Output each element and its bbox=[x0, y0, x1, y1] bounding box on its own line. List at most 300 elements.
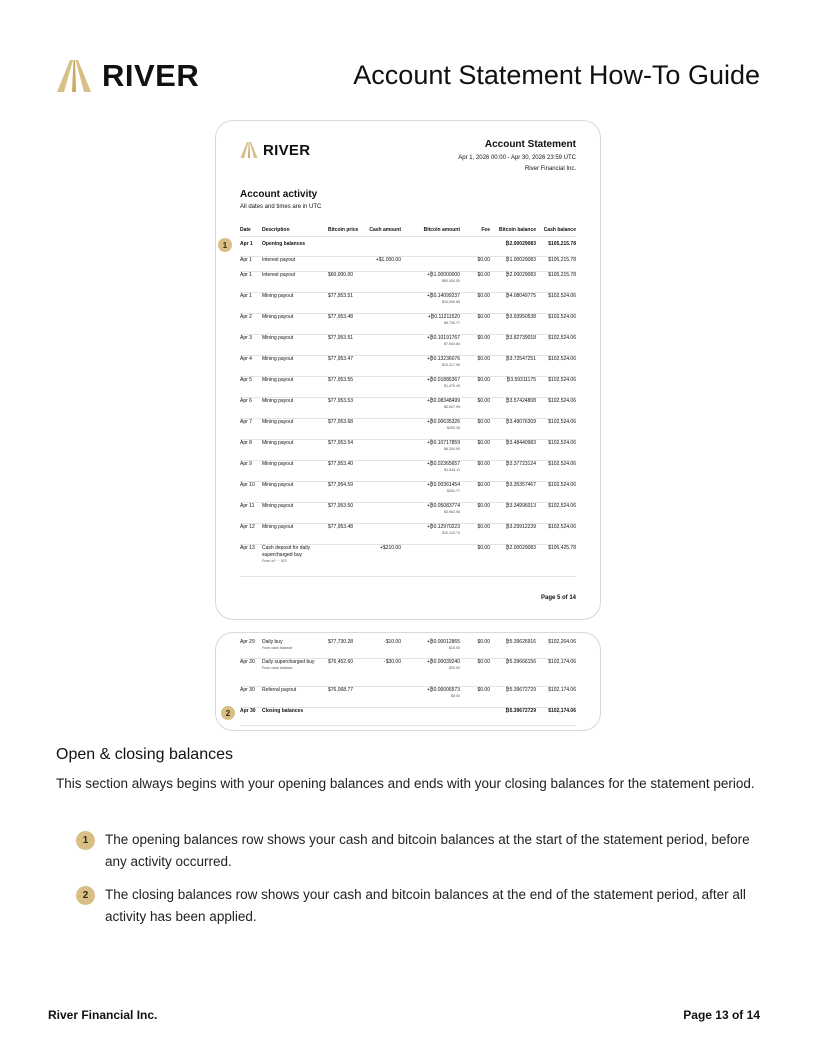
row-description-text: Mining payout bbox=[262, 398, 294, 404]
row-date-text: Apr 1 bbox=[240, 241, 253, 247]
callout-badge-2: 2 bbox=[221, 706, 235, 720]
row-bitcoin-price bbox=[328, 482, 353, 489]
row-bitcoin-amount-subtext: $30.00 bbox=[449, 666, 460, 670]
statement-brand-name: RIVER bbox=[263, 141, 311, 159]
row-bitcoin-price bbox=[328, 639, 353, 646]
row-bitcoin-balance bbox=[496, 659, 536, 666]
row-cash-balance bbox=[540, 461, 576, 468]
row-description-text: Mining payout bbox=[262, 524, 294, 530]
row-bitcoin-balance bbox=[496, 257, 536, 264]
row-date-text: Apr 30 bbox=[240, 687, 255, 693]
row-cash-balance-text: $102,524.06 bbox=[548, 314, 576, 320]
table-row bbox=[240, 293, 576, 314]
row-description bbox=[262, 398, 320, 405]
brand-name: RIVER bbox=[102, 58, 200, 93]
row-bitcoin-amount-text: +₿0.05083774 bbox=[426, 503, 460, 509]
table-row bbox=[240, 356, 576, 377]
row-bitcoin-amount-subtext: $10,990.85 bbox=[442, 300, 460, 304]
row-bitcoin-amount bbox=[410, 659, 460, 671]
row-date bbox=[240, 461, 252, 468]
row-cash-balance-text: $102,524.06 bbox=[548, 419, 576, 425]
table-row bbox=[240, 482, 576, 503]
row-date bbox=[240, 545, 255, 552]
row-description bbox=[262, 314, 320, 321]
row-fee bbox=[470, 687, 490, 694]
row-bitcoin-amount-subtext: $60,000.00 bbox=[442, 279, 460, 283]
row-bitcoin-price bbox=[328, 314, 353, 321]
row-cash-balance bbox=[540, 440, 576, 447]
column-header: Date bbox=[240, 227, 251, 233]
row-cash-balance-text: $102,524.06 bbox=[548, 293, 576, 299]
row-fee-text: $0.00 bbox=[477, 257, 490, 263]
row-bitcoin-amount bbox=[410, 482, 460, 494]
row-date-text: Apr 1 bbox=[240, 257, 252, 263]
row-description-subtext: From x4 ··· 910 bbox=[262, 559, 287, 563]
column-header: Description bbox=[262, 227, 290, 233]
row-bitcoin-price-text: $77,953.54 bbox=[328, 440, 354, 446]
row-bitcoin-price bbox=[328, 293, 353, 300]
row-description bbox=[262, 524, 320, 531]
row-bitcoin-balance-text: ₿3.35357467 bbox=[505, 482, 536, 488]
footer-page-number: Page 13 of 14 bbox=[683, 1008, 760, 1022]
note-item bbox=[76, 829, 760, 872]
row-cash-balance-text: $105,425.78 bbox=[548, 545, 576, 551]
row-cash-balance bbox=[540, 335, 576, 342]
row-fee bbox=[470, 356, 490, 363]
row-cash-balance bbox=[540, 639, 576, 646]
row-bitcoin-amount bbox=[410, 419, 460, 431]
river-logo-icon bbox=[240, 141, 258, 159]
row-cash-amount bbox=[369, 659, 401, 666]
row-cash-amount bbox=[369, 639, 401, 646]
row-cash-balance bbox=[540, 687, 576, 694]
statement-company: River Financial Inc. bbox=[524, 166, 576, 172]
row-fee bbox=[470, 440, 490, 447]
row-description-text: Opening balances bbox=[262, 241, 306, 247]
row-bitcoin-amount-subtext: $10,317.96 bbox=[442, 363, 460, 367]
row-cash-balance-text: $102,174.06 bbox=[548, 708, 576, 714]
row-date-text: Apr 8 bbox=[240, 440, 252, 446]
row-date bbox=[240, 272, 252, 279]
row-description bbox=[262, 545, 320, 564]
row-bitcoin-price-text: $77,954.59 bbox=[328, 482, 354, 488]
row-bitcoin-balance-text: ₿3.48440983 bbox=[505, 440, 536, 446]
row-bitcoin-price-text: $76,068.77 bbox=[328, 687, 354, 693]
row-description bbox=[262, 461, 320, 468]
row-bitcoin-balance bbox=[496, 272, 536, 279]
row-cash-balance-text: $105,215.78 bbox=[548, 272, 576, 278]
row-cash-balance-text: $102,204.06 bbox=[548, 639, 576, 645]
row-bitcoin-amount-text: +₿1.00000000 bbox=[426, 272, 460, 278]
row-bitcoin-balance-text: ₿3.37723124 bbox=[505, 461, 536, 467]
row-cash-amount-text: +$210.00 bbox=[380, 545, 401, 551]
row-date-text: Apr 13 bbox=[240, 545, 255, 551]
table-row bbox=[240, 314, 576, 335]
row-date-text: Apr 6 bbox=[240, 398, 252, 404]
row-description-text: Mining payout bbox=[262, 377, 294, 383]
statement-page-number: Page 5 of 14 bbox=[540, 595, 576, 601]
row-cash-amount-text: -$30.00 bbox=[384, 659, 401, 665]
row-bitcoin-amount-text: +₿0.14099237 bbox=[426, 293, 460, 299]
note-text: The closing balances row shows your cash and bitcoin balances at the end of the statement period, after all activity has been applied. bbox=[105, 887, 746, 924]
row-bitcoin-price bbox=[328, 335, 353, 342]
row-cash-balance-text: $102,524.06 bbox=[548, 335, 576, 341]
row-description-subtext: From cash balance bbox=[262, 666, 293, 670]
table-row bbox=[240, 398, 576, 419]
row-bitcoin-balance bbox=[496, 708, 536, 715]
row-description bbox=[262, 659, 320, 671]
row-fee bbox=[470, 377, 490, 384]
row-date-text: Apr 1 bbox=[240, 272, 252, 278]
row-description bbox=[262, 708, 320, 715]
row-bitcoin-price-text: $77,953.47 bbox=[328, 356, 354, 362]
row-bitcoin-amount bbox=[410, 272, 460, 284]
row-cash-balance-text: $105,215.78 bbox=[548, 257, 576, 263]
row-description bbox=[262, 257, 320, 264]
row-description bbox=[262, 241, 320, 248]
row-date bbox=[240, 241, 253, 248]
row-bitcoin-price bbox=[328, 440, 353, 447]
row-date bbox=[240, 398, 252, 405]
row-date bbox=[240, 377, 252, 384]
row-bitcoin-price-text: $77,953.40 bbox=[328, 461, 354, 467]
river-logo-icon bbox=[56, 58, 92, 94]
row-description-text: Daily buy bbox=[262, 639, 283, 645]
row-bitcoin-balance-text: ₿3.72547251 bbox=[505, 356, 536, 362]
table-row bbox=[240, 503, 576, 524]
row-fee-text: $0.00 bbox=[477, 524, 490, 530]
row-fee bbox=[470, 293, 490, 300]
row-fee bbox=[470, 524, 490, 531]
row-cash-balance bbox=[540, 356, 576, 363]
row-cash-balance bbox=[540, 241, 576, 248]
row-bitcoin-balance-text: ₿3.57424808 bbox=[505, 398, 536, 404]
row-bitcoin-price-text: $77,953.51 bbox=[328, 293, 354, 299]
note-text: The opening balances row shows your cash and bitcoin balances at the start of the statement period, before any activity occurred. bbox=[105, 832, 750, 869]
row-bitcoin-amount-text: +₿0.10191767 bbox=[426, 335, 460, 341]
row-cash-amount-text: -$10.00 bbox=[384, 639, 401, 645]
row-bitcoin-balance-text: ₿5.39672729 bbox=[505, 708, 536, 714]
row-bitcoin-amount bbox=[410, 524, 460, 536]
row-description-text: Interest payout bbox=[262, 272, 296, 278]
row-description-text: Mining payout bbox=[262, 335, 294, 341]
row-bitcoin-balance-text: ₿3.59311175 bbox=[506, 377, 536, 383]
row-date-text: Apr 11 bbox=[240, 503, 255, 509]
row-fee-text: $0.00 bbox=[477, 335, 490, 341]
note-number-badge: 2 bbox=[76, 886, 95, 905]
row-bitcoin-amount bbox=[410, 440, 460, 452]
row-description-text: Mining payout bbox=[262, 461, 294, 467]
row-bitcoin-amount bbox=[410, 314, 460, 326]
row-cash-balance bbox=[540, 503, 576, 510]
section-body: This section always begins with your opening balances and ends with your closing balances for the statement period. bbox=[56, 776, 755, 791]
row-cash-balance bbox=[540, 272, 576, 279]
row-bitcoin-amount-text: +₿0.02365657 bbox=[426, 461, 460, 467]
table-row bbox=[240, 461, 576, 482]
row-description bbox=[262, 293, 320, 300]
row-description-text: Mining payout bbox=[262, 419, 294, 425]
column-header: Bitcoin price bbox=[328, 227, 359, 233]
row-bitcoin-amount-text: +₿0.08348499 bbox=[426, 398, 460, 404]
row-bitcoin-amount bbox=[410, 461, 460, 473]
row-cash-balance-text: $102,524.06 bbox=[548, 398, 576, 404]
row-bitcoin-price bbox=[328, 659, 353, 666]
table-row bbox=[240, 377, 576, 398]
row-cash-amount bbox=[369, 545, 401, 552]
row-description-text: Cash deposit for daily supercharged buy bbox=[262, 545, 311, 558]
row-bitcoin-balance-text: ₿3.34996013 bbox=[505, 503, 536, 509]
row-cash-balance-text: $102,174.06 bbox=[548, 687, 576, 693]
column-header: Bitcoin amount bbox=[423, 227, 460, 233]
row-bitcoin-balance-text: ₿4.08049775 bbox=[505, 293, 536, 299]
row-date bbox=[240, 356, 252, 363]
row-bitcoin-amount-text: +₿0.00006573 bbox=[426, 687, 460, 693]
row-fee-text: $0.00 bbox=[477, 503, 490, 509]
row-description-text: Mining payout bbox=[262, 356, 294, 362]
row-bitcoin-price-text: $77,953.55 bbox=[328, 377, 354, 383]
row-cash-balance-text: $105,215.78 bbox=[548, 241, 576, 247]
row-cash-balance bbox=[540, 257, 576, 264]
row-bitcoin-balance-text: ₿3.93950538 bbox=[505, 314, 536, 320]
doc-title: Account Statement How-To Guide bbox=[353, 60, 760, 90]
table-row bbox=[240, 659, 576, 687]
table-row bbox=[240, 524, 576, 545]
row-description-text: Mining payout bbox=[262, 503, 294, 509]
row-bitcoin-balance-text: ₿2.00029083 bbox=[505, 241, 536, 247]
row-bitcoin-amount-subtext: $1,844.11 bbox=[444, 468, 460, 472]
row-date bbox=[240, 687, 255, 694]
row-cash-balance bbox=[540, 482, 576, 489]
row-description-text: Mining payout bbox=[262, 314, 294, 320]
row-bitcoin-balance bbox=[496, 639, 536, 646]
row-fee-text: $0.00 bbox=[477, 440, 490, 446]
row-fee-text: $0.00 bbox=[477, 461, 490, 467]
row-bitcoin-balance bbox=[496, 524, 536, 531]
row-bitcoin-balance bbox=[496, 482, 536, 489]
row-fee bbox=[470, 482, 490, 489]
row-bitcoin-price-text: $76,452.60 bbox=[328, 659, 354, 665]
row-cash-balance-text: $102,174.06 bbox=[548, 659, 576, 665]
row-bitcoin-amount-text: +₿0.00635326 bbox=[426, 419, 460, 425]
row-fee bbox=[470, 639, 490, 646]
row-description bbox=[262, 440, 320, 447]
row-date bbox=[240, 419, 252, 426]
row-fee-text: $0.00 bbox=[477, 545, 490, 551]
row-bitcoin-amount-subtext: $6,507.95 bbox=[444, 405, 460, 409]
row-bitcoin-balance-text: ₿2.00029083 bbox=[505, 545, 536, 551]
column-header: Cash balance bbox=[543, 227, 576, 233]
row-bitcoin-amount-text: +₿0.00361454 bbox=[426, 482, 460, 488]
row-cash-balance-text: $102,524.06 bbox=[548, 356, 576, 362]
row-bitcoin-balance-text: ₿3.49076309 bbox=[505, 419, 536, 425]
row-description-text: Mining payout bbox=[262, 482, 294, 488]
row-bitcoin-amount-subtext: $495.26 bbox=[447, 426, 460, 430]
row-date bbox=[240, 659, 255, 666]
row-bitcoin-amount-text: +₿0.10717859 bbox=[426, 440, 460, 446]
table-row bbox=[240, 419, 576, 440]
row-description-text: Mining payout bbox=[262, 293, 294, 299]
row-fee-text: $0.00 bbox=[477, 356, 490, 362]
row-bitcoin-amount-text: +₿0.00012865 bbox=[426, 639, 460, 645]
row-bitcoin-price bbox=[328, 461, 353, 468]
row-bitcoin-amount-subtext: $10,110.74 bbox=[442, 531, 460, 535]
row-bitcoin-price bbox=[328, 398, 353, 405]
row-fee bbox=[470, 314, 490, 321]
row-fee bbox=[470, 545, 490, 552]
row-fee bbox=[470, 398, 490, 405]
row-date bbox=[240, 482, 255, 489]
row-date-text: Apr 29 bbox=[240, 639, 255, 645]
row-cash-balance-text: $102,524.06 bbox=[548, 461, 576, 467]
row-bitcoin-balance bbox=[496, 503, 536, 510]
section-title: Open & closing balances bbox=[56, 746, 233, 763]
statement-header bbox=[458, 139, 576, 172]
row-fee-text: $0.00 bbox=[477, 314, 490, 320]
row-description bbox=[262, 356, 320, 363]
row-description-text: Closing balances bbox=[262, 708, 304, 714]
row-bitcoin-price bbox=[328, 687, 353, 694]
row-bitcoin-price-text: $77,953.50 bbox=[328, 503, 354, 509]
row-bitcoin-amount bbox=[410, 687, 460, 699]
row-bitcoin-price-text: $77,953.48 bbox=[328, 524, 354, 530]
row-fee bbox=[470, 335, 490, 342]
row-bitcoin-amount bbox=[410, 335, 460, 347]
table-row bbox=[240, 272, 576, 293]
row-bitcoin-amount-subtext: $3,962.98 bbox=[444, 510, 460, 514]
table-row bbox=[240, 545, 576, 577]
row-date bbox=[240, 440, 252, 447]
row-bitcoin-amount bbox=[410, 398, 460, 410]
row-bitcoin-price bbox=[328, 524, 353, 531]
row-date-text: Apr 2 bbox=[240, 314, 252, 320]
row-bitcoin-balance bbox=[496, 377, 536, 384]
row-bitcoin-balance bbox=[496, 419, 536, 426]
row-cash-balance bbox=[540, 545, 576, 552]
statement-brand bbox=[240, 141, 310, 159]
row-bitcoin-price-text: $77,730.28 bbox=[328, 639, 354, 645]
row-description-subtext: From cash balance bbox=[262, 646, 293, 650]
row-date-text: Apr 10 bbox=[240, 482, 255, 488]
row-bitcoin-balance bbox=[496, 545, 536, 552]
row-bitcoin-price bbox=[328, 503, 353, 510]
row-fee bbox=[470, 257, 490, 264]
column-header: Fee bbox=[481, 227, 490, 233]
row-bitcoin-balance-text: ₿5.39626916 bbox=[505, 639, 536, 645]
row-bitcoin-amount bbox=[410, 377, 460, 389]
statement-end-card bbox=[215, 632, 601, 731]
row-bitcoin-price-text: $60,000.00 bbox=[328, 272, 354, 278]
row-bitcoin-amount-text: +₿0.12970223 bbox=[426, 524, 460, 530]
statement-title: Account Statement bbox=[484, 139, 576, 150]
row-bitcoin-amount bbox=[410, 503, 460, 515]
row-fee bbox=[470, 419, 490, 426]
row-date-text: Apr 3 bbox=[240, 335, 252, 341]
row-description bbox=[262, 335, 320, 342]
row-bitcoin-balance bbox=[496, 398, 536, 405]
note-number-badge: 1 bbox=[76, 831, 95, 850]
row-bitcoin-balance bbox=[496, 335, 536, 342]
row-bitcoin-balance bbox=[496, 293, 536, 300]
row-cash-balance-text: $102,524.06 bbox=[548, 377, 576, 383]
row-description bbox=[262, 687, 320, 694]
row-bitcoin-amount-subtext: $7,944.84 bbox=[444, 342, 460, 346]
row-date-text: Apr 5 bbox=[240, 377, 252, 383]
row-fee-text: $0.00 bbox=[477, 272, 490, 278]
row-cash-balance bbox=[540, 524, 576, 531]
table-row bbox=[240, 257, 576, 272]
row-bitcoin-balance bbox=[496, 440, 536, 447]
row-date bbox=[240, 524, 255, 531]
row-bitcoin-price-text: $77,953.53 bbox=[328, 398, 354, 404]
row-cash-amount bbox=[369, 257, 401, 264]
note-item bbox=[76, 884, 760, 927]
row-cash-balance bbox=[540, 314, 576, 321]
row-bitcoin-balance-text: ₿5.39666156 bbox=[505, 659, 536, 665]
row-bitcoin-amount bbox=[410, 356, 460, 368]
row-bitcoin-balance bbox=[496, 356, 536, 363]
row-cash-balance-text: $102,524.06 bbox=[548, 440, 576, 446]
row-bitcoin-amount-text: +₿0.00039240 bbox=[426, 659, 460, 665]
statement-period: Apr 1, 2026 00:00 - Apr 30, 2026 23:59 UTC bbox=[458, 155, 576, 161]
row-bitcoin-amount bbox=[410, 639, 460, 651]
row-description bbox=[262, 377, 320, 384]
row-bitcoin-amount-subtext: $1,470.49 bbox=[444, 384, 460, 388]
row-fee-text: $0.00 bbox=[477, 293, 490, 299]
table-row bbox=[240, 708, 576, 726]
table-row bbox=[240, 440, 576, 461]
row-description bbox=[262, 639, 320, 651]
row-bitcoin-price bbox=[328, 419, 353, 426]
row-bitcoin-balance-text: ₿3.29912239 bbox=[505, 524, 536, 530]
row-bitcoin-amount-subtext: $5.00 bbox=[451, 694, 460, 698]
row-bitcoin-amount-text: +₿0.01886367 bbox=[426, 377, 460, 383]
activity-title: Account activity bbox=[240, 189, 318, 200]
row-description-text: Interest payout bbox=[262, 257, 296, 263]
statement-page-card bbox=[215, 120, 601, 620]
row-date-text: Apr 30 bbox=[240, 659, 255, 665]
table-row bbox=[240, 335, 576, 356]
row-bitcoin-amount-text: +₿0.13236076 bbox=[426, 356, 460, 362]
row-fee-text: $0.00 bbox=[477, 687, 490, 693]
row-cash-balance-text: $102,524.06 bbox=[548, 524, 576, 530]
row-fee-text: $0.00 bbox=[477, 659, 490, 665]
row-bitcoin-balance bbox=[496, 687, 536, 694]
row-cash-balance bbox=[540, 398, 576, 405]
row-date-text: Apr 1 bbox=[240, 293, 252, 299]
row-bitcoin-price-text: $77,953.51 bbox=[328, 335, 354, 341]
row-description bbox=[262, 503, 320, 510]
row-bitcoin-amount bbox=[410, 293, 460, 305]
row-date bbox=[240, 639, 255, 646]
row-description bbox=[262, 482, 320, 489]
row-description-text: Mining payout bbox=[262, 440, 294, 446]
row-description-text: Referral payout bbox=[262, 687, 297, 693]
row-cash-balance-text: $102,524.06 bbox=[548, 503, 576, 509]
row-bitcoin-price-text: $77,953.68 bbox=[328, 419, 354, 425]
row-bitcoin-balance-text: ₿1.00029083 bbox=[505, 257, 536, 263]
table-row bbox=[240, 639, 576, 659]
row-cash-balance bbox=[540, 293, 576, 300]
row-date-text: Apr 7 bbox=[240, 419, 252, 425]
row-bitcoin-amount-subtext: $281.77 bbox=[447, 489, 460, 493]
row-fee-text: $0.00 bbox=[477, 398, 490, 404]
row-bitcoin-amount-text: +₿0.11211520 bbox=[427, 314, 460, 320]
callout-badge-1: 1 bbox=[218, 238, 232, 252]
row-fee bbox=[470, 659, 490, 666]
row-description bbox=[262, 419, 320, 426]
footer-company: River Financial Inc. bbox=[48, 1008, 158, 1022]
row-fee-text: $0.00 bbox=[477, 419, 490, 425]
